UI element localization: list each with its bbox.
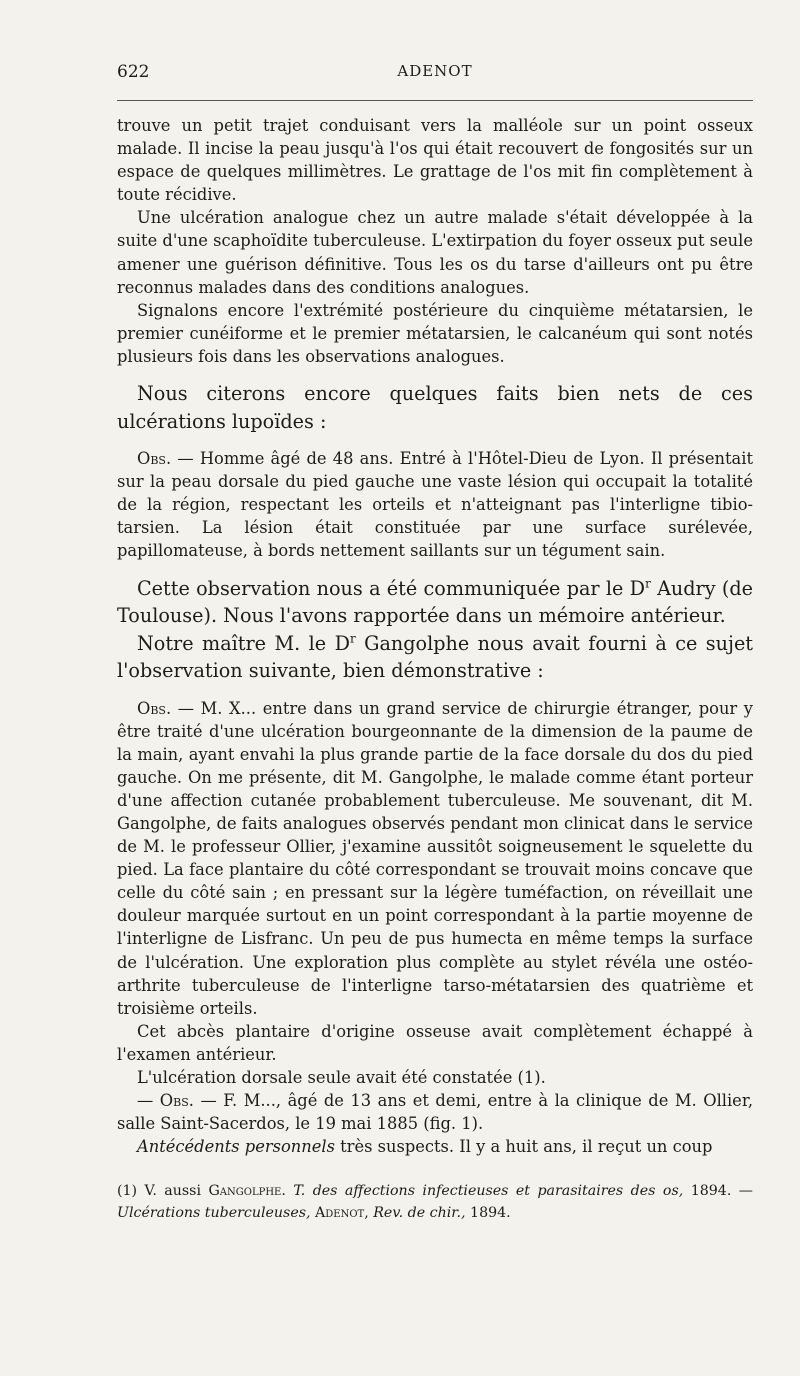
paragraph-audry — [117, 575, 753, 630]
observation-3-text: — F. M..., âgé de 13 ans et demi, entre à la clinique de M. Ollier, salle Saint-Sacerdos, le 19 mai 1885 (fig. 1). — [117, 1091, 753, 1134]
audry-text-a: Cette observation nous a été communiquée par le D — [137, 576, 646, 600]
page-header — [117, 62, 753, 86]
main-text — [117, 114, 753, 1158]
fn-title-2: Ulcérations tuberculeuses, — [117, 1205, 311, 1221]
paragraph-continued: trouve un petit trajet conduisant vers la malléole sur un point osseux malade. Il incise la peau jusqu'à l'os qui était recouvert de fongosités sur un espace de quelques millimètres. Le grattage de l'os mit fin complètement à toute récidive. — [117, 116, 753, 205]
fn-c: . — [281, 1183, 294, 1199]
gangolphe-text-b: Gangolphe nous avait fourni à ce sujet l'observation suivante, bien démonstrative : — [117, 631, 754, 682]
obs-label: Obs. — [137, 698, 172, 718]
observation-2 — [117, 697, 753, 1020]
paragraph-abces: Cet abcès plantaire d'origine osseuse avait complètement échappé à l'examen antérieur. — [117, 1021, 753, 1064]
obs-label: Obs. — [159, 1091, 194, 1111]
page-number: 622 — [117, 62, 150, 82]
paragraph-gangolphe — [117, 630, 753, 685]
paragraph-signalons: Signalons encore l'extrémité postérieure du cinquième métatarsien, le premier cunéiforme et le premier métatarsien, le calcanéum qui sont notés plusieurs fois dans les observations analogues. — [117, 300, 753, 366]
fn-i: , — [364, 1205, 374, 1221]
running-title: ADENOT — [397, 62, 473, 80]
paragraph-antecedents — [117, 1135, 753, 1158]
observation-1-text: — Homme âgé de 48 ans. Entré à l'Hôtel-Dieu de Lyon. Il présentait sur la peau dorsale du pied gauche une vaste lésion qui occupait la totalité de la région, respectant les orteils et n'atteignant pas l'interligne tibio-tarsien. La lésion était constituée par une surface surélevée, papillomateuse, à bords nettement saillants sur un tégument sain. — [117, 449, 753, 561]
obs3-dash: — — [137, 1091, 160, 1111]
obs-label: Obs. — [137, 449, 172, 469]
fn-author-adenot: Adenot — [315, 1205, 365, 1221]
paragraph-nous-citerons: Nous citerons encore quelques faits bien nets de ces ulcérations lupoïdes : — [117, 382, 753, 433]
observation-1 — [117, 447, 753, 562]
fn-author-gangolphe: Gangolphe — [208, 1183, 282, 1199]
header-rule — [117, 100, 753, 101]
fn-journal: Rev. de chir., — [373, 1205, 466, 1221]
footnote-1 — [117, 1180, 753, 1224]
audry-sup: r — [645, 576, 651, 591]
paragraph-ulceration-dorsale: L'ulcération dorsale seule avait été constatée (1). — [137, 1068, 546, 1087]
fn-k: 1894. — [465, 1205, 511, 1221]
fn-title-1: T. des affections infectieuses et parasitaires des os, — [293, 1183, 684, 1199]
observation-3 — [117, 1089, 753, 1135]
gangolphe-sup: r — [350, 631, 356, 646]
footnotes — [117, 1180, 753, 1224]
fn-e: 1894. — — [683, 1183, 753, 1199]
gangolphe-text-a: Notre maître M. le D — [137, 631, 350, 655]
observation-2-text: — M. X... entre dans un grand service de chirurgie étranger, pour y être traité d'une ulcération bourgeonnante de la dimension de la paume de la main, ayant envahi la plus grande partie de la face dorsale du dos du pied gauche. On me présente, dit M. Gangolphe, le malade comme étant porteur d'une affection cutanée probablement tuberculeuse. Me souvenant, dit M. Gangolphe, de faits analogues observés pendant mon clinicat dans le service de M. le professeur Ollier, j'examine aussitôt soigneusement le squelette du pied. La face plantaire du côté correspondant se trouvait moins concave que celle du côté sain ; en pressant sur la légère tuméfaction, on réveillait une douleur marquée surtout en un point correspondant à la partie moyenne de l'interligne de Lisfranc. Un peu de pus humecta en même temps la surface de l'ulcération. Une exploration plus complète au stylet révéla une ostéo-arthrite tuberculeuse de l'interligne tarso-métatarsien des quatrième et troisième orteils. — [117, 698, 753, 1018]
fn-a: (1) V. aussi — [117, 1183, 209, 1199]
audry-text-b: Audry (de Toulouse). Nous l'avons rapportée dans un mémoire antérieur. — [117, 576, 753, 627]
paragraph-scaphoidite: Une ulcération analogue chez un autre malade s'était développée à la suite d'une scaphoïdite tuberculeuse. L'extirpation du foyer osseux put seule amener une guérison définitive. Tous les os du tarse d'ailleurs ont pu être reconnus malades dans des conditions analogues. — [117, 208, 753, 297]
antecedents-text: très suspects. Il y a huit ans, il reçut un coup — [334, 1137, 713, 1157]
antecedents-heading: Antécédents personnels — [137, 1137, 335, 1157]
